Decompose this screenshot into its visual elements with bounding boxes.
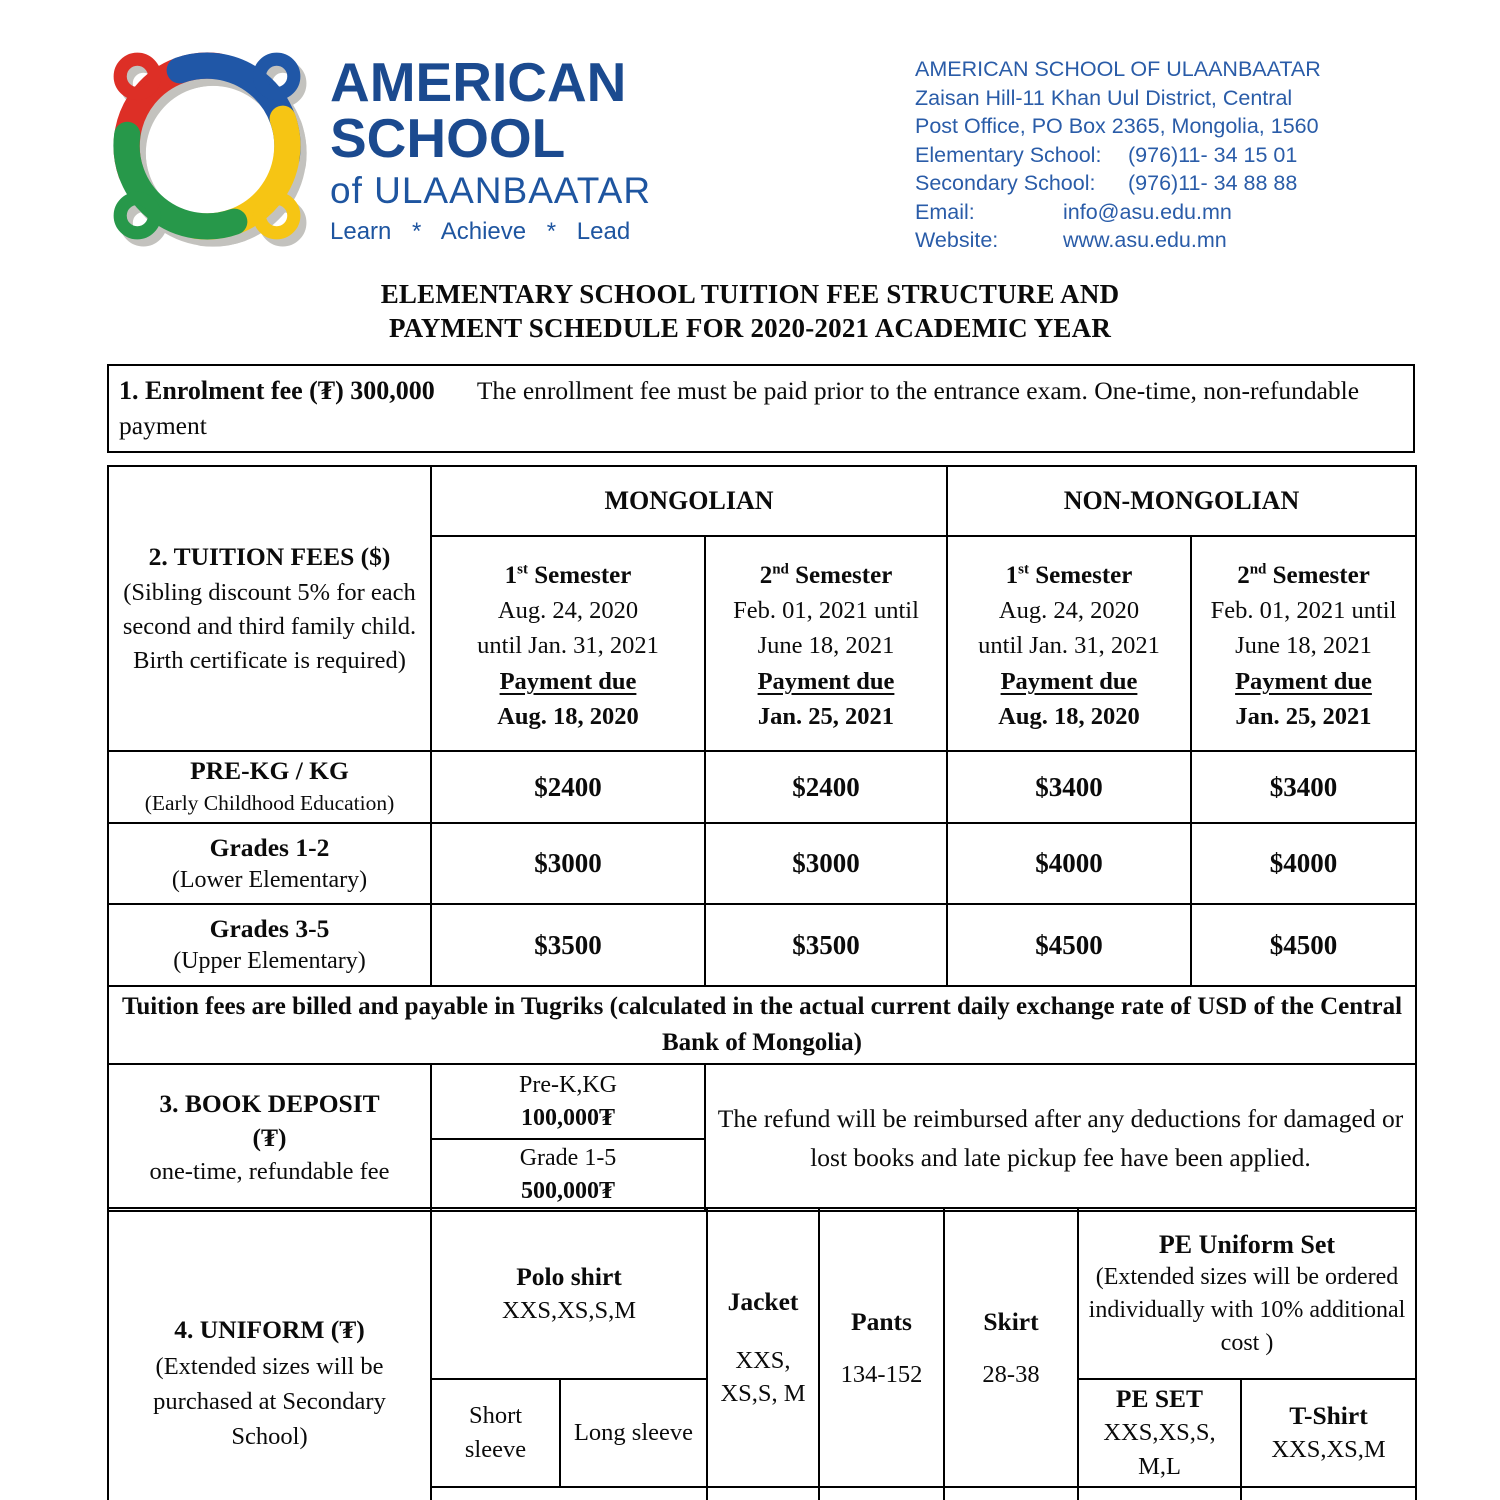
pe-extended-note: (Extended sizes will be ordered individually with 10% additional cost )	[1088, 1263, 1406, 1356]
semester-dates: Feb. 01, 2021 until June 18, 2021	[733, 597, 919, 660]
book-deposit-label-cell: 3. BOOK DEPOSIT (₮) one-time, refundable fee	[108, 1064, 431, 1211]
sibling-discount-note: (Sibling discount 5% for each second and third family child. Birth certificate is required)	[122, 578, 417, 674]
fee-value: $2400	[431, 751, 705, 823]
semester-header-nm-1: 1st Semester Aug. 24, 2020 until Jan. 31, 2021 Payment due Aug. 18, 2020	[947, 536, 1191, 751]
contact-phone-secondary: Secondary School: (976)11- 34 88 88	[915, 169, 1385, 198]
pe-tshirt-cell: T-Shirt XXS,XS,M	[1241, 1379, 1416, 1487]
payment-due-label: Payment due	[1235, 668, 1372, 696]
book-deposit-row	[108, 1064, 1416, 1139]
payment-due-label: Payment due	[499, 668, 637, 696]
title-line2: PAYMENT SCHEDULE FOR 2020-2021 ACADEMIC YEAR	[388, 313, 1112, 343]
contact-phone-elementary: Elementary School: (976)11- 34 15 01	[915, 141, 1385, 170]
semester-header-mn-2: 2nd Semester Feb. 01, 2021 until June 18, 2021 Payment due Jan. 25, 2021	[705, 536, 947, 751]
fee-value: $3400	[947, 751, 1191, 823]
semester-header-nm-2: 2nd Semester Feb. 01, 2021 until June 18, 2021 Payment due Jan. 25, 2021	[1191, 536, 1416, 751]
uniform-table	[107, 1207, 1417, 1500]
semester-dates: Aug. 24, 2020 until Jan. 31, 2021	[477, 597, 659, 660]
grade-label-cell: Grades 3-5 (Upper Elementary)	[108, 904, 431, 986]
payment-due-date: Aug. 18, 2020	[998, 703, 1140, 731]
payment-due-date: Jan. 25, 2021	[757, 703, 895, 731]
logo-wordmark	[330, 40, 651, 244]
deposit-amount: 500,000₮	[520, 1178, 615, 1204]
grade-label-cell: PRE-KG / KG (Early Childhood Education)	[108, 751, 431, 823]
title-line1: ELEMENTARY SCHOOL TUITION FEE STRUCTURE AND	[380, 279, 1120, 309]
payment-due-label: Payment due	[757, 668, 895, 696]
uniform-label-cell: 4. UNIFORM (₮) (Extended sizes will be purchased at Secondary School)	[108, 1208, 431, 1500]
payment-due-date: Aug. 18, 2020	[497, 703, 639, 731]
contact-block	[915, 55, 1385, 255]
pe-set-cell: PE SET XXS,XS,S, M,L	[1078, 1379, 1241, 1487]
grade-label-cell: Grades 1-2 (Lower Elementary)	[108, 823, 431, 904]
semester-header-mn-1: 1st Semester Aug. 24, 2020 until Jan. 31, 2021 Payment due Aug. 18, 2020	[431, 536, 705, 751]
fee-value: $4000	[1191, 823, 1416, 904]
enrolment-fee-text: The enrollment fee must be paid prior to the entrance exam. One-time, non-refundable payment	[119, 376, 1360, 440]
semester-dates: Aug. 24, 2020 until Jan. 31, 2021	[978, 597, 1160, 660]
tuition-fees-label-cell	[108, 466, 431, 751]
uniform-subnote: (Extended sizes will be purchased at Secondary School)	[153, 1352, 386, 1450]
payment-due-label: Payment due	[1000, 668, 1138, 696]
email-address: info@asu.edu.mn	[1063, 199, 1232, 224]
contact-address-line2: Post Office, PO Box 2365, Mongolia, 1560	[915, 114, 1319, 138]
group-header-mongolian: MONGOLIAN	[431, 466, 947, 536]
tuition-row-grades-1-2	[108, 823, 1416, 904]
billing-currency-note: Tuition fees are billed and payable in Tugriks (calculated in the actual current daily exchange rate of USD of the Central Bank of Mongolia)	[108, 986, 1416, 1064]
fee-value: $2400	[705, 751, 947, 823]
logo-pinwheel-icon	[98, 40, 316, 252]
phone-number: (976)11- 34 15 01	[1128, 142, 1298, 167]
tuition-row-prekg	[108, 751, 1416, 823]
pe-set-sizes: XXS,XS,S, M,L	[1103, 1419, 1216, 1480]
school-logo	[98, 40, 651, 252]
semester-dates: Feb. 01, 2021 until June 18, 2021	[1210, 597, 1397, 660]
logo-name-line2: SCHOOL	[330, 107, 566, 170]
pants-cell: Pants 134-152	[819, 1208, 944, 1487]
fee-value: $4500	[1191, 904, 1416, 986]
logo-tagline: Learn * Achieve * Lead	[330, 217, 631, 245]
polo-shirt-header: Polo shirt XXS,XS,S,M	[431, 1208, 707, 1379]
contact-email: Email: info@asu.edu.mn	[915, 198, 1385, 227]
tuition-row-grades-3-5	[108, 904, 1416, 986]
deposit-tier-prek: Pre-K,KG 100,000₮	[431, 1064, 705, 1139]
skirt-range: 28-38	[982, 1360, 1040, 1388]
contact-address-line1: Zaisan Hill-11 Khan Uul District, Central	[915, 85, 1293, 110]
pants-range: 134-152	[840, 1360, 923, 1388]
fee-value: $3000	[705, 823, 947, 904]
deposit-amount: 100,000₮	[520, 1104, 615, 1131]
jacket-sizes: XXS, XS,S, M	[720, 1347, 806, 1407]
deposit-tier-grade1-5: Grade 1-5 500,000₮	[431, 1139, 705, 1211]
document-title	[0, 277, 1500, 345]
tuition-fees-heading: 2. TUITION FEES ($)	[148, 541, 391, 571]
payment-due-date: Jan. 25, 2021	[1235, 703, 1372, 731]
contact-website: Website: www.asu.edu.mn	[915, 226, 1385, 255]
fee-value: $3500	[431, 904, 705, 986]
pe-uniform-header: PE Uniform Set (Extended sizes will be ordered individually with 10% additional cost )	[1078, 1208, 1416, 1379]
enrolment-fee-heading: 1. Enrolment fee (₮) 300,000	[119, 376, 435, 405]
fee-value: $3400	[1191, 751, 1416, 823]
fee-value: $4500	[947, 904, 1191, 986]
enrolment-fee-box	[107, 364, 1415, 453]
phone-number: (976)11- 34 88 88	[1128, 171, 1298, 195]
website-url: www.asu.edu.mn	[1063, 228, 1227, 252]
jacket-cell: Jacket XXS, XS,S, M	[707, 1208, 819, 1487]
refund-note: The refund will be reimbursed after any deductions for damaged or lost books and late pickup fee have been applied.	[705, 1064, 1416, 1211]
fee-value: $3500	[705, 904, 947, 986]
polo-short-sleeve-cell: Short sleeve	[431, 1379, 560, 1487]
group-header-non-mongolian: NON-MONGOLIAN	[947, 466, 1416, 536]
logo-name-line1: AMERICAN	[330, 51, 627, 113]
pe-tshirt-sizes: XXS,XS,M	[1271, 1436, 1386, 1463]
tuition-table	[107, 465, 1417, 1212]
polo-sizes: XXS,XS,S,M	[501, 1296, 637, 1324]
polo-long-sleeve-cell: Long sleeve	[560, 1379, 707, 1487]
skirt-cell: Skirt 28-38	[944, 1208, 1078, 1487]
logo-name-line3: of ULAANBAATAR	[330, 170, 652, 212]
contact-school-name: AMERICAN SCHOOL OF ULAANBAATAR	[915, 57, 1321, 81]
fee-value: $3000	[431, 823, 705, 904]
fee-value: $4000	[947, 823, 1191, 904]
book-deposit-subnote: one-time, refundable fee	[149, 1157, 390, 1185]
